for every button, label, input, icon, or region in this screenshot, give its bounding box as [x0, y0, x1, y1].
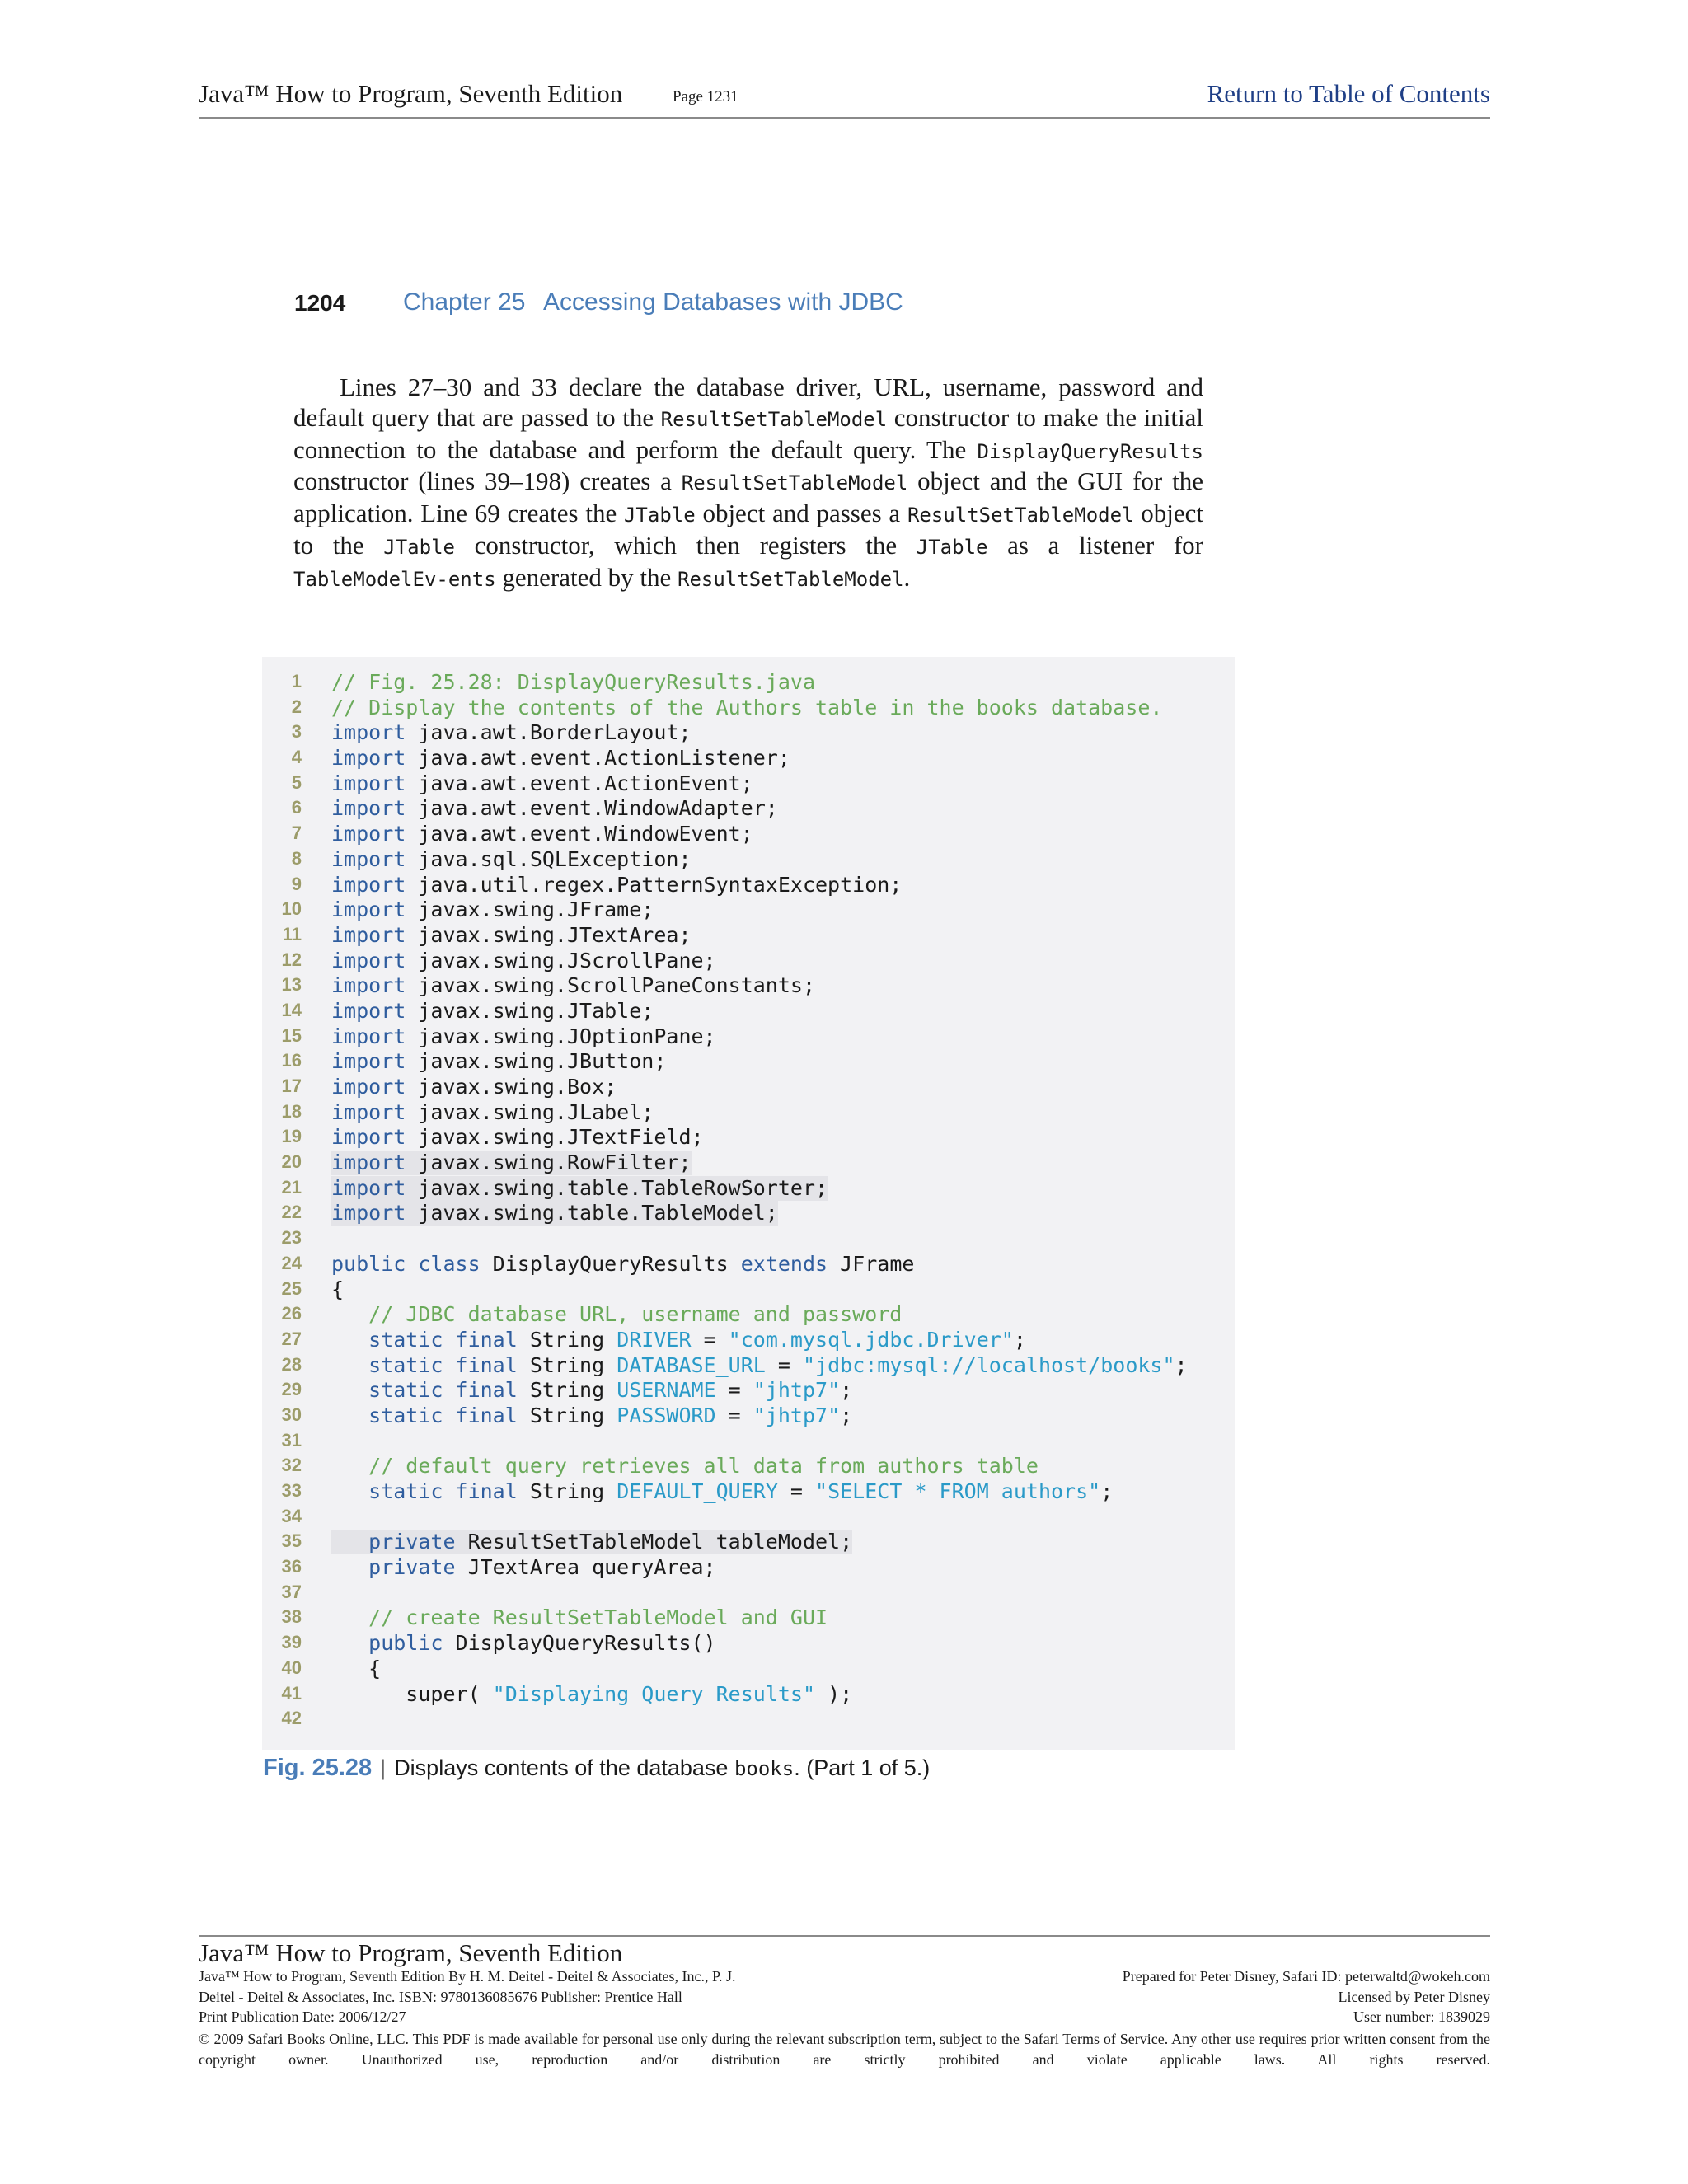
- line-number: 2: [291, 696, 302, 717]
- code-token: import: [331, 998, 406, 1023]
- line-number: 12: [281, 949, 302, 970]
- code-token: static final: [368, 1403, 518, 1427]
- code-token: USERNAME: [617, 1378, 716, 1403]
- code-token: static final: [368, 1378, 518, 1403]
- code-text: [331, 746, 790, 771]
- code-token: ;: [1013, 1327, 1026, 1352]
- line-number: 38: [281, 1606, 302, 1628]
- footer-publication-info: Java™ How to Program, Seventh Edition By H. M. Deitel - Deitel & Associates, Inc., P. J. Deitel - Deitel & Associates, Inc. ISBN: 9780136085676 Publisher: Prentice Hall Print Publication Date: 2006/12/27: [199, 1968, 736, 2025]
- line-number: 37: [281, 1581, 302, 1602]
- header-book-title: Java™ How to Program, Seventh Edition: [199, 79, 623, 108]
- code-token: "jdbc:mysql://localhost/books": [802, 1352, 1175, 1377]
- code-text: [331, 1252, 914, 1277]
- code-token: String: [517, 1378, 617, 1403]
- code-token: "SELECT * FROM authors": [815, 1479, 1101, 1503]
- footer-copyright: © 2009 Safari Books Online, LLC. This PDF is made available for personal use only during the relevant subscription term, subject to the Safari Terms of Service. Any other use requires prior written consent from the copyright owner. Unauthorized use, reproduction and/or distribution are strictly prohibited and violate applicable laws. All rights reserved.: [199, 2031, 1490, 2068]
- code-text: [331, 822, 753, 846]
- code-token: "com.mysql.jdbc.Driver": [728, 1327, 1014, 1352]
- code-token: String: [517, 1403, 617, 1427]
- code-token: DisplayQueryResults(): [443, 1631, 716, 1656]
- code-text: [331, 1328, 1026, 1352]
- code-token: public class: [331, 1251, 481, 1276]
- page-header: [199, 76, 1490, 119]
- code-token: javax.swing.JLabel;: [406, 1099, 654, 1124]
- code-text: [331, 1075, 617, 1099]
- code-token: super(: [331, 1681, 493, 1706]
- code-token: =: [765, 1352, 803, 1377]
- code-text: [331, 847, 692, 872]
- line-number: 8: [291, 847, 302, 869]
- code-text: [331, 1151, 692, 1175]
- code-token: import: [331, 1099, 406, 1124]
- code-text: [331, 720, 692, 745]
- code-text: [331, 1631, 716, 1656]
- code-text: [331, 1404, 852, 1428]
- line-number: 6: [291, 797, 302, 818]
- code-token: java.awt.event.ActionListener;: [406, 746, 790, 771]
- code-text: [331, 1024, 716, 1049]
- code-text: [331, 1302, 902, 1327]
- chapter-label: Chapter 25: [403, 288, 526, 316]
- code-token: =: [777, 1479, 816, 1503]
- code-token: ;: [1100, 1479, 1114, 1503]
- code-token: [331, 1631, 368, 1655]
- line-number: 25: [281, 1277, 302, 1299]
- code-token: // Fig. 25.28: DisplayQueryResults.java: [331, 670, 815, 694]
- line-number: 3: [291, 721, 302, 743]
- code-token: import: [331, 1201, 406, 1226]
- line-number: 31: [281, 1429, 302, 1451]
- line-number: 10: [281, 898, 302, 920]
- line-number: 17: [281, 1076, 302, 1096]
- line-number: 27: [281, 1328, 302, 1349]
- code-text: [331, 1100, 654, 1125]
- line-number: 5: [291, 771, 302, 793]
- line-number: 9: [291, 873, 302, 894]
- code-token: =: [715, 1378, 753, 1403]
- code-text: [331, 1176, 828, 1201]
- code-token: [331, 1555, 368, 1579]
- code-token: import: [331, 922, 406, 947]
- code-token: ;: [1175, 1352, 1188, 1377]
- line-number: 30: [281, 1404, 302, 1425]
- line-number: 39: [281, 1632, 302, 1653]
- line-number: 34: [281, 1505, 302, 1526]
- line-number: 35: [281, 1530, 302, 1552]
- code-text: [331, 999, 654, 1024]
- code-token: static final: [368, 1479, 518, 1503]
- line-number: 1: [291, 671, 302, 691]
- line-number: 4: [291, 747, 302, 768]
- code-text: [331, 670, 815, 695]
- code-token: ResultSetTableModel tableModel;: [455, 1530, 853, 1554]
- line-number: 33: [281, 1480, 302, 1501]
- code-text: [331, 1353, 1188, 1378]
- code-token: java.awt.BorderLayout;: [406, 720, 692, 745]
- code-token: [331, 1479, 368, 1503]
- code-token: private: [368, 1555, 456, 1580]
- code-text: [331, 1530, 852, 1554]
- code-token: String: [517, 1479, 617, 1503]
- code-text: [331, 873, 902, 898]
- code-token: import: [331, 771, 406, 795]
- code-token: import: [331, 1125, 406, 1150]
- line-number: 14: [281, 999, 302, 1020]
- code-token: {: [331, 1656, 382, 1680]
- code-token: java.awt.event.WindowEvent;: [406, 822, 753, 846]
- code-token: DisplayQueryResults: [480, 1251, 741, 1276]
- code-text: [331, 1201, 778, 1226]
- code-text: [331, 1277, 344, 1302]
- code-token: import: [331, 846, 406, 871]
- code-token: [331, 1404, 368, 1427]
- code-text: [331, 1605, 828, 1630]
- toc-link[interactable]: Return to Table of Contents: [1207, 79, 1490, 108]
- code-token: ;: [840, 1403, 853, 1427]
- code-token: public: [368, 1631, 443, 1656]
- code-token: // Display the contents of the Authors table in the books database.: [331, 695, 1163, 719]
- header-page-label: Page 1231: [673, 88, 738, 105]
- code-token: import: [331, 796, 406, 821]
- code-token: java.awt.event.ActionEvent;: [406, 771, 753, 795]
- code-token: javax.swing.ScrollPaneConstants;: [406, 973, 816, 998]
- code-token: =: [715, 1403, 753, 1427]
- code-token: import: [331, 898, 406, 922]
- code-text: [331, 1125, 704, 1150]
- code-token: import: [331, 1151, 406, 1175]
- code-token: DATABASE_URL: [617, 1352, 766, 1377]
- caption-text: Displays contents of the database: [394, 1755, 734, 1780]
- line-number: 21: [281, 1176, 302, 1197]
- code-token: DEFAULT_QUERY: [617, 1479, 778, 1503]
- body-paragraph: Lines 27–30 and 33 declare the database driver, URL, username, password and default query that are passed to the ResultSetTableModel constructor to make the initial connection to the database and perform the default query. The DisplayQueryResults constructor (lines 39–198) creates a ResultSetTableModel object and the GUI for the application. Line 69 creates the JTable object and passes a ResultSetTableModel object to the JTable constructor, which then registers the JTable as a listener for TableModelEv-ents generated by the ResultSetTableModel.: [293, 373, 1203, 592]
- line-number: 13: [281, 974, 302, 996]
- code-text: [331, 1479, 1113, 1504]
- code-token: import: [331, 1049, 406, 1074]
- code-token: // create ResultSetTableModel and GUI: [368, 1605, 828, 1630]
- code-token: "Displaying Query Results": [492, 1681, 816, 1706]
- code-token: javax.swing.table.TableRowSorter;: [406, 1175, 828, 1200]
- code-token: [331, 1353, 368, 1377]
- code-token: [331, 1530, 368, 1554]
- code-token: String: [517, 1352, 617, 1377]
- code-token: String: [517, 1327, 617, 1352]
- code-token: ;: [840, 1378, 853, 1403]
- code-token: =: [691, 1327, 729, 1352]
- code-token: DRIVER: [617, 1327, 692, 1352]
- line-number: 32: [281, 1455, 302, 1476]
- line-number: 7: [291, 823, 302, 844]
- code-token: import: [331, 1075, 406, 1099]
- line-number: 19: [281, 1126, 302, 1147]
- code-token: import: [331, 872, 406, 897]
- code-text: [331, 771, 753, 796]
- code-token: [331, 1328, 368, 1352]
- code-token: import: [331, 973, 406, 998]
- line-number: 36: [281, 1556, 302, 1577]
- code-token: javax.swing.JTextArea;: [406, 922, 692, 947]
- code-token: javax.swing.JButton;: [406, 1049, 667, 1074]
- code-token: // JDBC database URL, username and password: [368, 1302, 903, 1327]
- code-token: [331, 1302, 368, 1326]
- line-number: 24: [281, 1252, 302, 1273]
- code-token: private: [368, 1530, 456, 1554]
- code-text: [331, 1378, 852, 1403]
- code-token: static final: [368, 1327, 518, 1352]
- code-token: import: [331, 822, 406, 846]
- code-token: javax.swing.table.TableModel;: [406, 1201, 778, 1226]
- code-token: [331, 1454, 368, 1478]
- code-token: javax.swing.Box;: [406, 1075, 617, 1099]
- code-token: import: [331, 948, 406, 972]
- code-token: javax.swing.RowFilter;: [406, 1151, 692, 1175]
- code-text: [331, 1657, 381, 1681]
- code-text: [331, 1682, 852, 1707]
- code-text: [331, 898, 654, 922]
- code-token: {: [331, 1277, 345, 1301]
- line-number: 29: [281, 1379, 302, 1400]
- footer-license-info: Prepared for Peter Disney, Safari ID: peterwaltd@wokeh.com Licensed by Peter Disney User number: 1839029: [1122, 1968, 1490, 2025]
- code-text: [331, 1454, 1039, 1479]
- line-number: 22: [281, 1202, 302, 1223]
- code-token: javax.swing.JOptionPane;: [406, 1024, 716, 1048]
- figure-caption: [263, 1755, 930, 1782]
- line-number: 20: [281, 1151, 302, 1173]
- line-number: 28: [281, 1353, 302, 1375]
- code-token: "jhtp7": [753, 1403, 841, 1427]
- code-token: import: [331, 746, 406, 771]
- footer-book-title: Java™ How to Program, Seventh Edition: [199, 1938, 623, 1967]
- code-listing: [262, 657, 1235, 1750]
- footer-divider: [199, 1935, 1490, 1937]
- code-token: [331, 1378, 368, 1402]
- code-token: // default query retrieves all data from authors table: [368, 1454, 1039, 1479]
- line-number: 15: [281, 1024, 302, 1046]
- code-token: PASSWORD: [617, 1403, 716, 1427]
- code-text: [331, 949, 716, 973]
- line-number: 42: [281, 1708, 302, 1729]
- line-number: 18: [281, 1100, 302, 1122]
- code-text: [331, 923, 692, 948]
- code-token: javax.swing.JScrollPane;: [406, 948, 716, 972]
- code-token: javax.swing.JTable;: [406, 998, 654, 1023]
- code-text: [331, 1555, 716, 1580]
- caption-code: books: [734, 1757, 795, 1780]
- code-token: JTextArea queryArea;: [455, 1555, 716, 1580]
- code-token: java.util.regex.PatternSyntaxException;: [406, 872, 903, 897]
- code-token: "jhtp7": [753, 1378, 841, 1403]
- figure-label: Fig. 25.28: [263, 1755, 373, 1781]
- caption-part: . (Part 1 of 5.): [794, 1755, 931, 1780]
- line-number: 26: [281, 1303, 302, 1324]
- line-number: 23: [281, 1227, 302, 1249]
- code-token: import: [331, 720, 406, 745]
- caption-separator: |: [380, 1755, 387, 1780]
- book-page-number: 1204: [294, 290, 346, 316]
- code-token: java.sql.SQLException;: [406, 846, 692, 871]
- line-number: 16: [281, 1050, 302, 1071]
- chapter-title: Accessing Databases with JDBC: [543, 288, 903, 316]
- code-text: [331, 973, 815, 998]
- code-token: javax.swing.JTextField;: [406, 1125, 704, 1150]
- code-token: javax.swing.JFrame;: [406, 898, 654, 922]
- line-number: 11: [282, 923, 302, 944]
- code-text: [331, 696, 1162, 720]
- code-token: static final: [368, 1352, 518, 1377]
- code-text: [331, 1049, 666, 1074]
- code-token: import: [331, 1175, 406, 1200]
- line-number: 41: [281, 1682, 302, 1704]
- line-number: 40: [281, 1657, 302, 1678]
- code-token: java.awt.event.WindowAdapter;: [406, 796, 778, 821]
- code-token: import: [331, 1024, 406, 1048]
- code-token: extends: [740, 1251, 828, 1276]
- code-token: );: [815, 1681, 853, 1706]
- code-text: [331, 796, 778, 821]
- code-token: [331, 1605, 368, 1629]
- code-token: JFrame: [828, 1251, 915, 1276]
